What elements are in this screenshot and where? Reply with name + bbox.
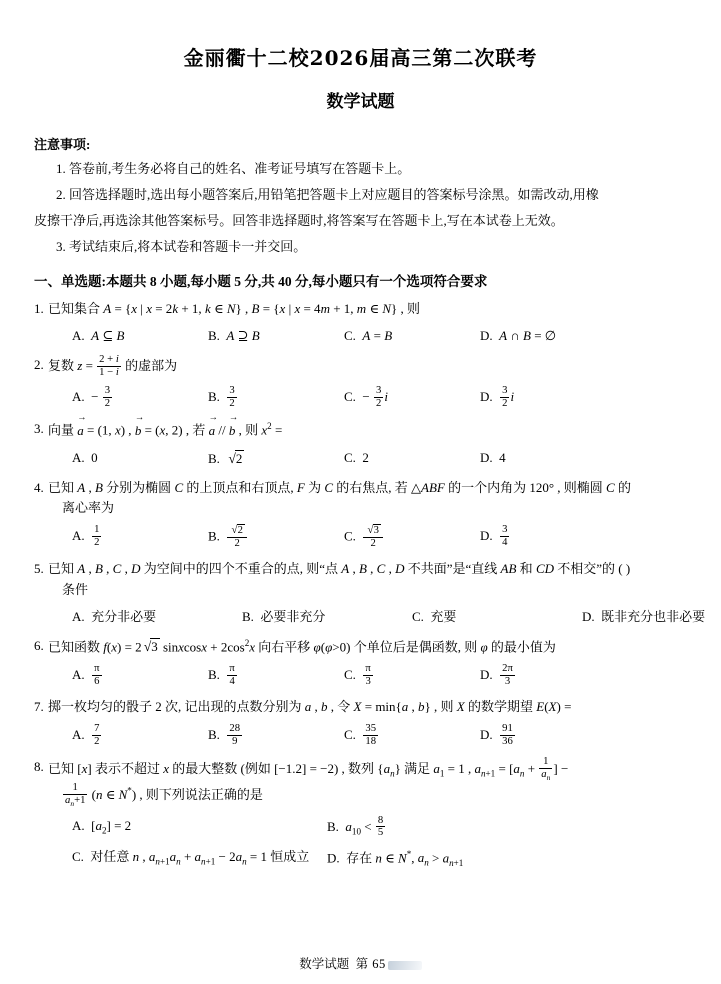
question-6 <box>34 636 687 688</box>
option-d[interactable]: D. $\frac{2\pi}{3}$ <box>480 663 513 687</box>
options-8-row1 <box>48 816 687 840</box>
option-b[interactable]: B. A ⊇ B <box>208 328 260 344</box>
question-number: 1. <box>34 301 44 317</box>
question-7 <box>34 697 687 748</box>
options-4 <box>48 525 687 550</box>
question-5 <box>34 559 706 626</box>
question-stem: 向量 a → = (1, x) , b → = (x, 2) , 若 a → // b → , 则 $x^2$ = <box>48 419 687 440</box>
option-d[interactable]: D. $\frac{3}{4}$ <box>480 524 508 548</box>
option-b[interactable]: B. $\frac{√2}{2}$ <box>208 525 344 550</box>
smudge-mark <box>388 961 422 970</box>
option-a[interactable]: A. − $\frac{3}{2}$ <box>72 385 111 409</box>
options-8-row2 <box>48 847 687 870</box>
question-number: 6. <box>34 637 44 653</box>
question-stem: 已知函数 f(x) = 2 √3 sinxcosx + $2\cos^2x$ 向右平移 φ(φ>0) 个单位后是偶函数, 则 φ 的最小值为 <box>48 637 556 655</box>
notice-item: 2. 回答选择题时,选出每小题答案后,用铅笔把答题卡上对应题目的答案标号涂黑。如需改动,用橡 <box>56 187 599 203</box>
option-a[interactable]: A. A ⊆ B <box>72 328 125 344</box>
question-stem-cont: $\frac{1}{a_n+1}$ (n ∈ N*) , 则下列说法正确的是 <box>65 782 263 808</box>
question-stem: 已知 [x] 表示不超过 x 的最大整数 (例如 [−1.2] = −2) , 数列 $\{a_n\}$ 满足 $a_1 = 1$ , $a_{n+1} = [a_n$ + $\frac{1}{a_n}$ ] − <box>48 756 569 783</box>
question-1 <box>34 299 687 346</box>
question-stem-cont: 离心率为 <box>62 500 115 516</box>
question-4 <box>34 478 687 550</box>
options-6 <box>48 664 687 688</box>
options-1 <box>48 326 687 346</box>
footer-label: 数学试题 <box>299 957 350 971</box>
notice-heading: 注意事项: <box>34 137 91 152</box>
notice-item: 皮擦干净后,再选涂其他答案标号。回答非选择题时,将答案写在答题卡上,写在本试卷上无效。 <box>34 213 564 229</box>
options-5 <box>48 607 706 627</box>
option-a[interactable]: A. 0 <box>72 449 98 465</box>
question-stem: 已知 A , B 分别为椭圆 C 的上顶点和右顶点, F 为 C 的右焦点, 若 △ABF 的一个内角为 120° , 则椭圆 C 的 <box>48 480 631 496</box>
question-number: 3. <box>34 421 44 437</box>
page-title: 金丽衢十二校2026届高三第二次联考 <box>183 46 538 70</box>
section-heading: 一、单选题:本题共 8 小题,每小题 5 分,共 40 分,每小题只有一个选项符合要求 <box>34 274 488 290</box>
option-c[interactable]: C. − $\frac{3}{2}$ i <box>344 385 388 409</box>
option-d[interactable]: D. $\frac{91}{36}$ <box>480 723 513 747</box>
option-c[interactable]: C. 充要 <box>412 608 457 624</box>
option-a[interactable]: A. $\frac{1}{2}$ <box>72 524 100 548</box>
options-2 <box>48 386 687 410</box>
page-subtitle: 数学试题 <box>326 92 395 112</box>
option-b[interactable]: B. 必要非充分 <box>242 608 326 624</box>
question-2 <box>34 355 687 410</box>
option-a[interactable]: A. $\frac{\pi}{6}$ <box>72 663 100 687</box>
question-stem-cont: 条件 <box>62 581 89 597</box>
notice-item: 1. 答卷前,考生务必将自己的姓名、准考证号填写在答题卡上。 <box>56 161 411 176</box>
option-d[interactable]: D. 存在 n ∈ N*, $a_n > a_{n+1}$ <box>327 848 464 868</box>
question-stem: 掷一枚均匀的骰子 2 次, 记出现的点数分别为 a , b , 令 X = min{a , b} , 则 X 的数学期望 E(X) = <box>48 699 572 715</box>
options-7 <box>48 724 687 748</box>
option-d[interactable]: D. 4 <box>480 449 506 465</box>
option-c[interactable]: C. 对任意 n , $a_{n+1}a_n + a_{n+1} - 2a_n = 1$ 恒成立 <box>72 848 310 867</box>
question-stem: 已知 A , B , C , D 为空间中的四个不重合的点, 则“点 A , B , C , D 不共面”是“直线 AB 和 CD 不相交”的 ( ) <box>48 561 631 577</box>
option-b[interactable]: B. $\frac{\pi}{4}$ <box>208 663 235 687</box>
question-stem: 已知集合 A = {x | x = 2k + 1, k ∈ N} , B = {x | x = 4m + 1, m ∈ N} , 则 <box>48 301 420 317</box>
question-number: 7. <box>34 699 44 715</box>
question-stem: 复数 z = $\frac{2 + i}{1 - i}$ 的虚部为 <box>48 354 178 378</box>
option-d[interactable]: D. 既非充分也非必要 <box>582 608 706 624</box>
option-b[interactable]: B. $a_{10}$ < $\frac{8}{5}$ <box>327 814 384 839</box>
option-a[interactable]: A. 充分非必要 <box>72 608 157 624</box>
question-number: 8. <box>34 759 44 775</box>
option-c[interactable]: C. $\frac{\pi}{3}$ <box>344 663 371 687</box>
option-d[interactable]: D. A ∩ B = ∅ <box>480 328 557 344</box>
option-c[interactable]: C. $\frac{√3}{2}$ <box>344 525 480 550</box>
options-3 <box>48 448 687 469</box>
option-b[interactable]: B. $\frac{3}{2}$ <box>208 385 235 409</box>
question-number: 2. <box>34 357 44 373</box>
option-c[interactable]: C. $\frac{35}{18}$ <box>344 723 377 747</box>
notice-item: 3. 考试结束后,将本试卷和答题卡一并交回。 <box>56 239 307 255</box>
question-number: 5. <box>34 561 44 577</box>
option-b[interactable]: B. $\frac{28}{9}$ <box>208 723 241 747</box>
option-a[interactable]: A. $[a_2] = 2$ <box>72 817 132 836</box>
page-footer <box>0 954 721 972</box>
option-a[interactable]: A. $\frac{7}{2}$ <box>72 723 100 747</box>
option-b[interactable]: B. √2 <box>208 450 243 466</box>
question-8 <box>34 757 687 869</box>
question-3 <box>34 419 687 469</box>
option-d[interactable]: D. $\frac{3}{2}$ i <box>480 385 515 409</box>
footer-page: 第 65 <box>355 957 386 971</box>
option-c[interactable]: C. A = B <box>344 328 393 344</box>
question-number: 4. <box>34 480 44 496</box>
option-c[interactable]: C. 2 <box>344 449 369 465</box>
